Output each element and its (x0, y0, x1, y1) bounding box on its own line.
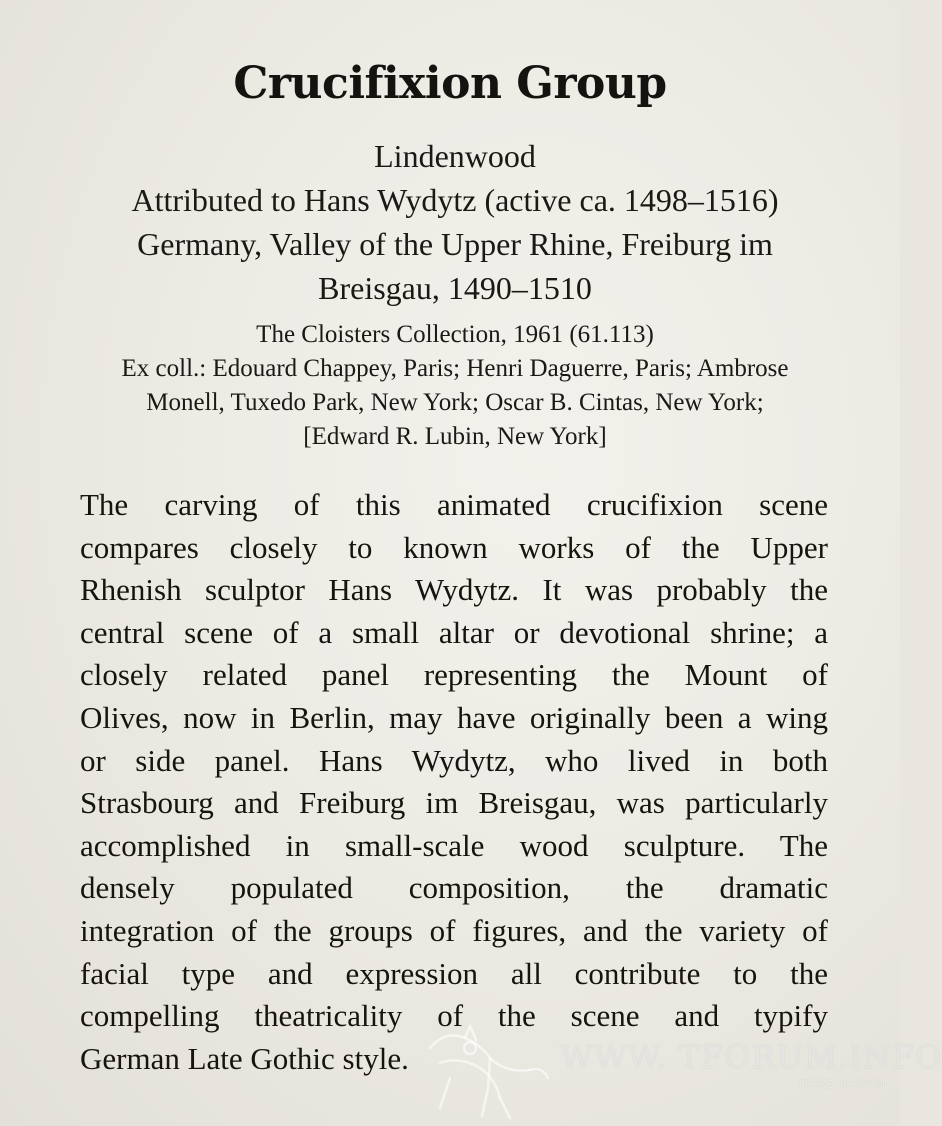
description-line: Strasbourg and Freiburg im Breisgau, was particularly (80, 785, 828, 821)
description-line: central scene of a small altar or devotional shrine; a (80, 614, 828, 650)
watermark-subtext: ТОЖЕ ФОРУМ (797, 1078, 886, 1091)
description-line: densely populated composition, the dramatic (80, 870, 828, 906)
description-line: closely related panel representing the Mount of (80, 657, 828, 693)
label-metadata (60, 134, 850, 310)
description-line: integration of the groups of figures, and the variety of (80, 912, 828, 948)
description (80, 484, 828, 1080)
description-line: German Late Gothic style. (80, 1040, 409, 1076)
description-line: or side panel. Hans Wydytz, who lived in both (80, 742, 828, 778)
collection-info (60, 318, 850, 454)
description-line: compares closely to known works of the Upper (80, 529, 828, 565)
collection-line: [Edward R. Lubin, New York] (303, 423, 607, 450)
description-line: accomplished in small-scale wood sculpture. The (80, 827, 828, 863)
description-line: The carving of this animated crucifixion scene (80, 487, 828, 522)
watermark-text: WWW. TFORUM.INFO (560, 1038, 942, 1076)
collection-line: Monell, Tuxedo Park, New York; Oscar B. Cintas, New York; (146, 389, 764, 416)
description-line: facial type and expression all contribute to the (80, 955, 828, 991)
attribution: Attributed to Hans Wydytz (active ca. 1498–1516) (131, 182, 779, 218)
collection-line: Ex coll.: Edouard Chappey, Paris; Henri Daguerre, Paris; Ambrose (121, 355, 789, 382)
description-line: compelling theatricality of the scene and typify (80, 998, 828, 1034)
description-line: Rhenish sculptor Hans Wydytz. It was probably the (80, 572, 828, 608)
origin-line-1: Germany, Valley of the Upper Rhine, Freiburg im (137, 226, 773, 262)
origin-line-2: Breisgau, 1490–1510 (318, 270, 592, 306)
label-title: Crucifixion Group (233, 58, 667, 109)
description-line: Olives, now in Berlin, may have originally been a wing (80, 699, 828, 735)
medium: Lindenwood (374, 138, 536, 174)
collection-line: The Cloisters Collection, 1961 (61.113) (256, 321, 654, 348)
